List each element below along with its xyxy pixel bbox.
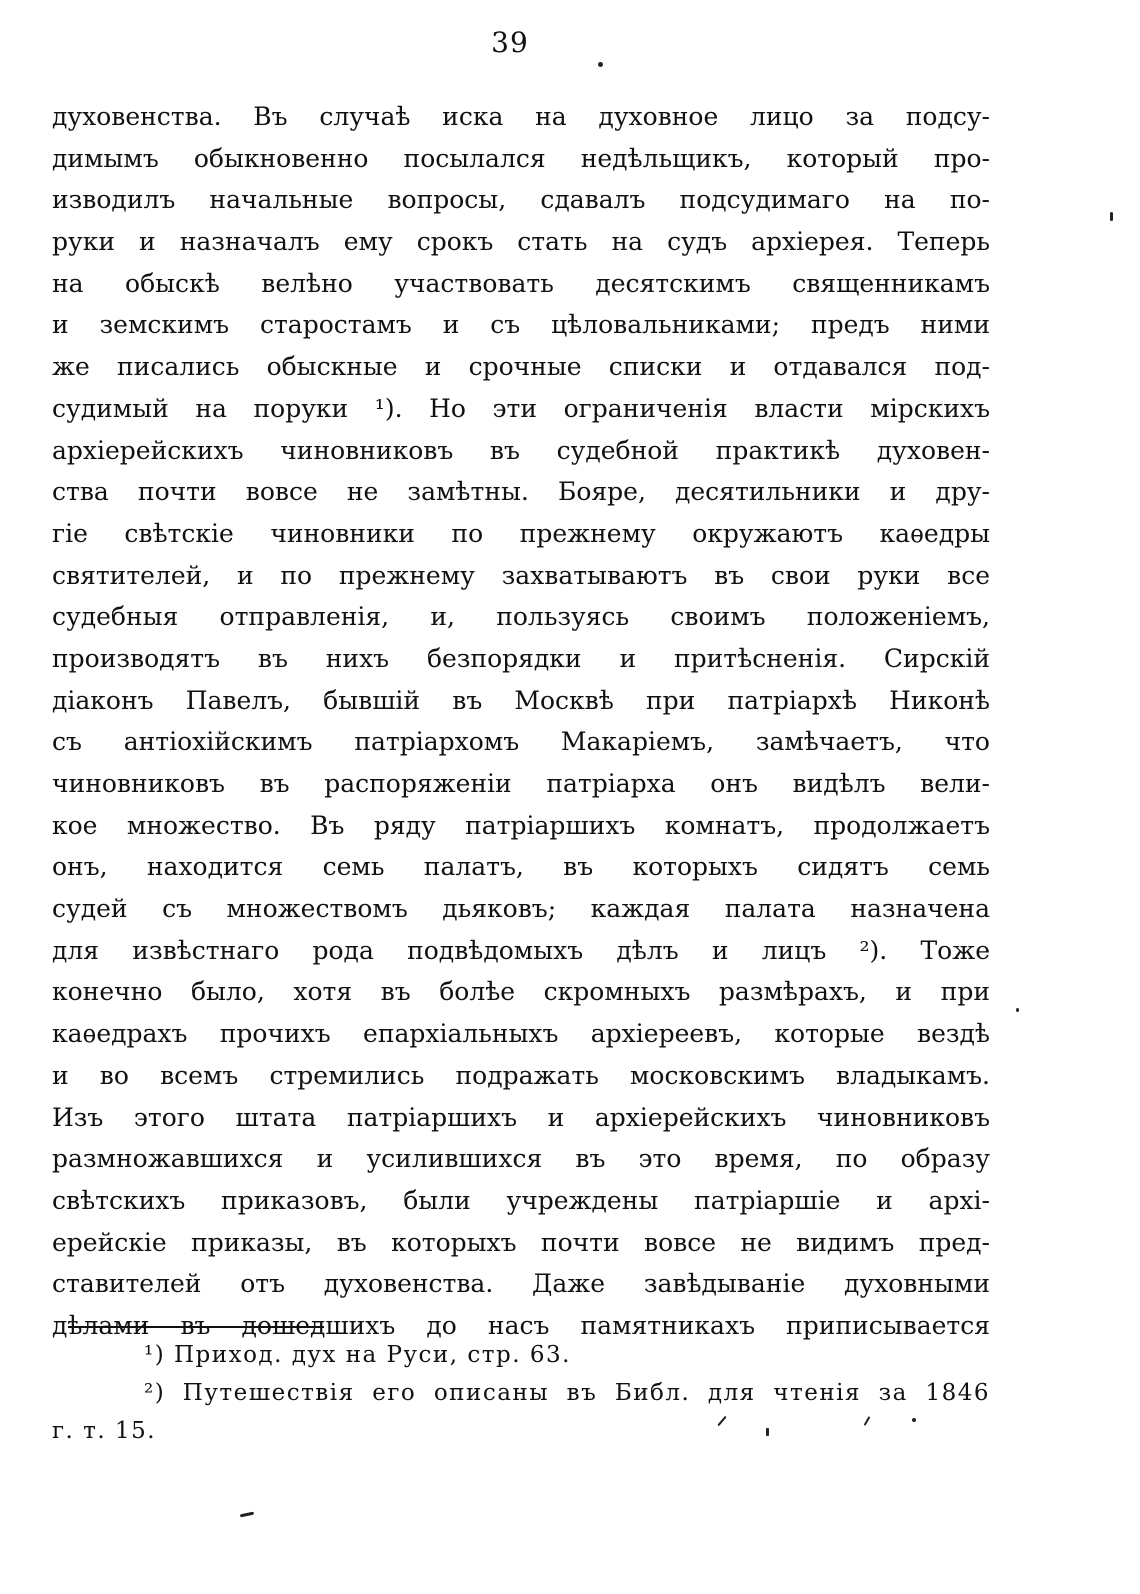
text-line: судебныя отправленія, и, пользуясь своимъ положеніемъ, [52,602,990,632]
text-line: съ антіохійскимъ патріархомъ Макаріемъ, замѣчаетъ, что [52,727,990,757]
text-line: изводилъ начальные вопросы, сдавалъ подсудимаго на по- [52,185,990,215]
text-line: руки и назначалъ ему срокъ стать на судъ архіерея. Теперь [52,227,990,257]
footnote-rule [68,1326,324,1328]
text-line: размножавшихся и усилившихся въ это время, по образу [52,1144,990,1174]
footnote-1: ¹) Приход. дух на Руси, стр. 63. [144,1342,571,1368]
text-line: гіе свѣтскіе чиновники по прежнему окружаютъ каѳедры [52,518,990,548]
text-line: судей съ множествомъ дьяковъ; каждая палата назначена [52,894,990,924]
text-line: же писались обыскные и срочные списки и отдавался под- [52,352,990,382]
text-line: духовенства. Въ случаѣ иска на духовное лицо за подсу- [52,102,990,131]
text-line: святителей, и по прежнему захватываютъ въ свои руки все [52,560,990,590]
text-line: судимый на поруки ¹). Но эти ограниченія власти мірскихъ [52,393,990,423]
text-line: чиновниковъ въ распоряженіи патріарха онъ видѣлъ вели- [52,769,990,798]
text-line: діаконъ Павелъ, бывшій въ Москвѣ при патріархѣ Никонѣ [52,685,990,715]
body-text [52,96,990,1347]
text-line: дѣлами въ дошедшихъ до насъ памятникахъ приписывается [52,1310,990,1340]
text-line: кое множество. Въ ряду патріаршихъ комнатъ, продолжаетъ [52,810,990,840]
scan-speck [1016,1008,1019,1012]
text-line: онъ, находится семь палатъ, въ которыхъ сидятъ семь [52,852,990,882]
scan-speck [598,62,603,67]
footnote-2: ²) Путешествія его описаны въ Библ. для чтенія за 1846 [144,1380,990,1406]
scan-speck [1110,212,1113,221]
scan-speck [766,1428,769,1436]
text-line: ставителей отъ духовенства. Даже завѣдываніе духовными [52,1269,990,1299]
text-line: архіерейскихъ чиновниковъ въ судебной практикѣ духовен- [52,435,990,465]
text-line: Изъ этого штата патріаршихъ и архіерейскихъ чиновниковъ [52,1102,990,1132]
text-line: для извѣстнаго рода подвѣдомыхъ дѣлъ и лицъ ²). Тоже [52,935,990,965]
text-line: и земскимъ старостамъ и съ цѣловальниками; предъ ними [52,310,990,340]
footnotes [52,1336,990,1450]
text-line: производятъ въ нихъ безпорядки и притѣсненія. Сирскій [52,643,990,673]
page-number: 39 [491,26,529,59]
text-line: димымъ обыкновенно посылался недѣльщикъ, который про- [52,143,990,173]
text-line: свѣтскихъ приказовъ, были учреждены патріаршіе и архі- [52,1185,990,1215]
text-line: и во всемъ стремились подражать московскимъ владыкамъ. [52,1060,990,1090]
text-line: конечно было, хотя въ болѣе скромныхъ размѣрахъ, и при [52,977,990,1007]
scan-speck [912,1418,916,1422]
scan-speck [240,1512,254,1518]
text-line: на обыскѣ велѣно участвовать десятскимъ священникамъ [52,268,990,298]
text-line: ства почти вовсе не замѣтны. Бояре, десятильники и дру- [52,477,990,507]
text-line: ерейскіе приказы, въ которыхъ почти вовсе не видимъ пред- [52,1227,990,1257]
footnote-2-continuation: г. т. 15. [52,1418,157,1444]
text-line: каѳедрахъ прочихъ епархіальныхъ архіереевъ, которые вездѣ [52,1019,990,1049]
